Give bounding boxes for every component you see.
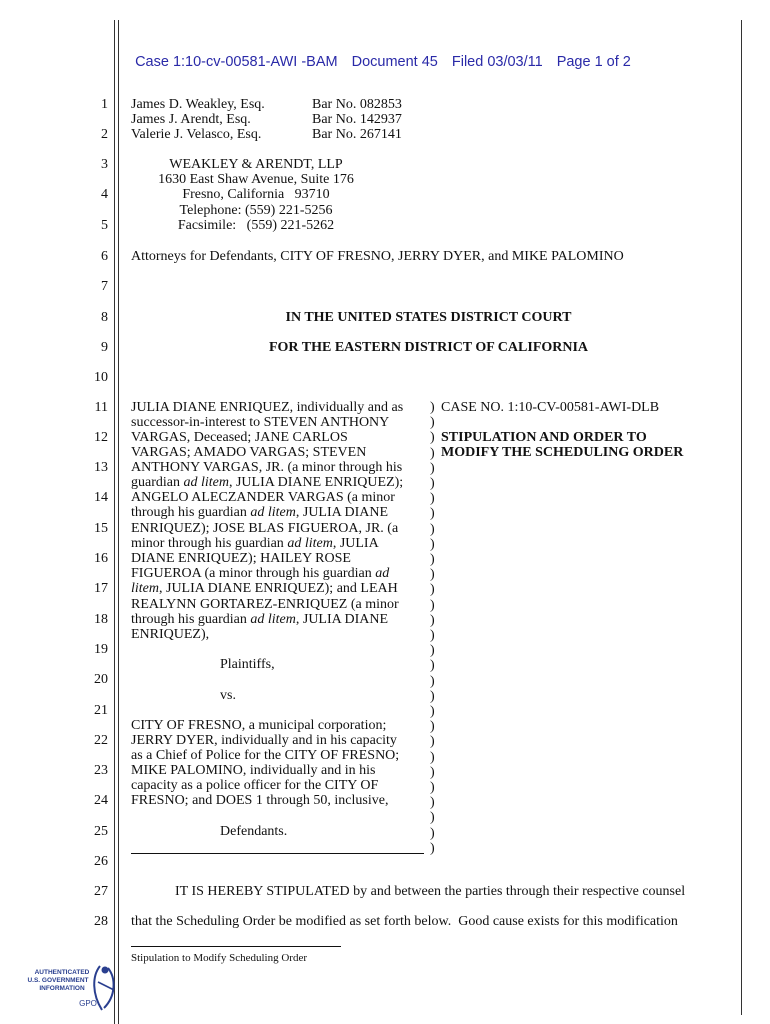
ecf-header bbox=[127, 38, 645, 70]
firm-city: Fresno, California 93710 bbox=[182, 187, 330, 202]
gpo-seal-text: AUTHENTICATED bbox=[34, 969, 90, 976]
caption-line: litem, JULIA DIANE ENRIQUEZ); and LEAH bbox=[131, 581, 398, 596]
caption-line: capacity as a police officer for the CITY OF bbox=[131, 778, 379, 793]
firm-address: 1630 East Shaw Avenue, Suite 176 bbox=[158, 172, 354, 187]
court-district: FOR THE EASTERN DISTRICT OF CALIFORNIA bbox=[268, 340, 589, 355]
line-number: 27 bbox=[94, 884, 108, 899]
line-number: 4 bbox=[101, 187, 108, 202]
footer-rule bbox=[131, 946, 341, 947]
line-number: 22 bbox=[94, 733, 108, 748]
caption-line: VARGAS; AMADO VARGAS; STEVEN bbox=[131, 445, 367, 460]
right-margin-line bbox=[741, 20, 742, 1015]
gpo-seal-graphic bbox=[22, 960, 132, 1018]
caption-line: ENRIQUEZ), bbox=[131, 627, 210, 642]
court-name: IN THE UNITED STATES DISTRICT COURT bbox=[285, 310, 572, 325]
line-number: 28 bbox=[94, 914, 108, 929]
gpo-seal-text: INFORMATION bbox=[39, 985, 85, 992]
line-number: 20 bbox=[94, 672, 108, 687]
caption-line: FIGUEROA (a minor through his guardian ad bbox=[131, 566, 390, 581]
line-number: 26 bbox=[94, 854, 108, 869]
caption-line: minor through his guardian ad litem, JULIA bbox=[131, 536, 379, 551]
attorney-bar-number: Bar No. 142937 bbox=[312, 112, 402, 127]
line-number: 21 bbox=[94, 703, 108, 718]
left-margin-line bbox=[114, 20, 115, 1024]
caption-underline bbox=[131, 853, 424, 854]
line-number: 8 bbox=[101, 310, 108, 325]
firm-phone: Telephone: (559) 221-5256 bbox=[179, 203, 333, 218]
line-number: 14 bbox=[94, 490, 108, 505]
line-number: 1 bbox=[101, 97, 108, 112]
caption-line: ENRIQUEZ); JOSE BLAS FIGUEROA, JR. (a bbox=[131, 521, 399, 536]
left-margin-line-inner bbox=[118, 20, 119, 1024]
line-number: 25 bbox=[94, 824, 108, 839]
firm-fax: Facsimile: (559) 221-5262 bbox=[177, 218, 335, 233]
caption-line: successor-in-interest to STEVEN ANTHONY bbox=[131, 415, 390, 430]
attorney-name: Valerie J. Velasco, Esq. bbox=[131, 127, 262, 142]
line-number: 7 bbox=[101, 279, 108, 294]
line-number: 9 bbox=[101, 340, 108, 355]
caption-line: as a Chief of Police for the CITY OF FRESNO; bbox=[131, 748, 400, 763]
caption-line: JERRY DYER, individually and in his capacity bbox=[131, 733, 397, 748]
header-case-number: Case 1:10-cv-00581-AWI -BAM bbox=[135, 54, 338, 70]
caption-line: DIANE ENRIQUEZ); HAILEY ROSE bbox=[131, 551, 351, 566]
line-number: 2 bbox=[101, 127, 108, 142]
caption-line: ANGELO ALECZANDER VARGAS (a minor bbox=[131, 490, 395, 505]
line-number: 10 bbox=[94, 370, 108, 385]
caption-line: VARGAS, Deceased; JANE CARLOS bbox=[131, 430, 348, 445]
line-number: 13 bbox=[94, 460, 108, 475]
caption-line: FRESNO; and DOES 1 through 50, inclusive, bbox=[131, 793, 389, 808]
firm-name: WEAKLEY & ARENDT, LLP bbox=[169, 157, 343, 172]
caption-line: REALYNN GORTAREZ-ENRIQUEZ (a minor bbox=[131, 597, 399, 612]
plaintiffs-label: Plaintiffs, bbox=[220, 657, 275, 672]
caption-line: through his guardian ad litem, JULIA DIANE bbox=[131, 612, 389, 627]
gpo-authentication-seal bbox=[22, 960, 132, 1018]
line-number: 16 bbox=[94, 551, 108, 566]
gpo-seal-text: U.S. GOVERNMENT bbox=[27, 977, 89, 984]
caption-line: JULIA DIANE ENRIQUEZ, individually and as bbox=[131, 400, 404, 415]
header-filed-date: Filed 03/03/11 bbox=[451, 54, 543, 70]
line-number: 18 bbox=[94, 612, 108, 627]
caption-line: MIKE PALOMINO, individually and in his bbox=[131, 763, 376, 778]
line-number: 12 bbox=[94, 430, 108, 445]
body-paragraph-line: IT IS HEREBY STIPULATED by and between the parties through their respective counsel bbox=[175, 884, 686, 899]
body-paragraph-line: that the Scheduling Order be modified as set forth below. Good cause exists for this modification bbox=[131, 914, 678, 929]
caption-line: through his guardian ad litem, JULIA DIANE bbox=[131, 505, 389, 520]
footer-title: Stipulation to Modify Scheduling Order bbox=[131, 952, 307, 964]
caption-paren-column: ) ) ) ) ) ) ) ) ) ) ) ) ) ) ) ) ) ) ) ) ) ) ) ) ) ) ) ) ) ) bbox=[430, 400, 435, 856]
document-title-line-1: STIPULATION AND ORDER TO bbox=[441, 430, 647, 445]
line-number: 24 bbox=[94, 793, 108, 808]
caption-line: CITY OF FRESNO, a municipal corporation; bbox=[131, 718, 387, 733]
line-number: 11 bbox=[94, 400, 108, 415]
document-title-line-2: MODIFY THE SCHEDULING ORDER bbox=[441, 445, 684, 460]
attorney-bar-number: Bar No. 082853 bbox=[312, 97, 402, 112]
header-document: Document 45 bbox=[351, 54, 438, 70]
line-number: 6 bbox=[101, 249, 108, 264]
line-number: 19 bbox=[94, 642, 108, 657]
line-number: 17 bbox=[94, 581, 108, 596]
attorney-name: James D. Weakley, Esq. bbox=[131, 97, 265, 112]
attorney-bar-number: Bar No. 267141 bbox=[312, 127, 402, 142]
line-number: 23 bbox=[94, 763, 108, 778]
case-number: CASE NO. 1:10-CV-00581-AWI-DLB bbox=[441, 400, 660, 415]
line-number: 3 bbox=[101, 157, 108, 172]
attorney-name: James J. Arendt, Esq. bbox=[131, 112, 251, 127]
line-number: 15 bbox=[94, 521, 108, 536]
gpo-seal-mark: GPO bbox=[79, 999, 97, 1008]
defendants-label: Defendants. bbox=[220, 824, 288, 839]
header-page: Page 1 of 2 bbox=[556, 54, 631, 70]
versus: vs. bbox=[220, 688, 236, 703]
line-number: 5 bbox=[101, 218, 108, 233]
caption-line: ANTHONY VARGAS, JR. (a minor through his bbox=[131, 460, 403, 475]
caption-line: guardian ad litem, JULIA DIANE ENRIQUEZ); bbox=[131, 475, 404, 490]
attorneys-for: Attorneys for Defendants, CITY OF FRESNO, JERRY DYER, and MIKE PALOMINO bbox=[131, 249, 624, 264]
